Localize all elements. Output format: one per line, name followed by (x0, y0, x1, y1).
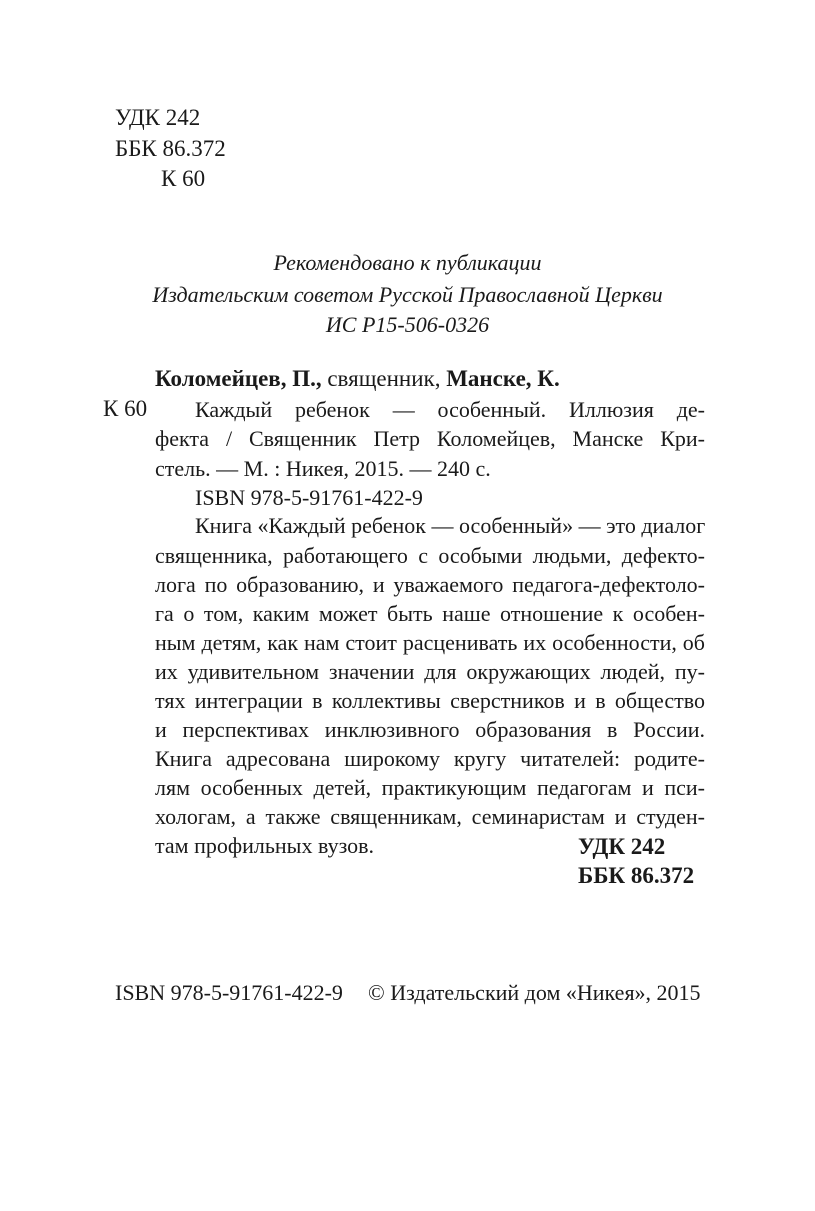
authors-line (155, 366, 560, 392)
annotation-line-7: тях интеграции в коллективы сверстников и в общество (155, 688, 705, 713)
title-line-1: Каждый ребенок — особенный. Иллюзия де- (195, 397, 705, 422)
annotation-line-5: ным детям, как нам стоит расценивать их особенности, об (155, 630, 705, 655)
author-1: Коломейцев, П., (155, 366, 322, 391)
title-line-3: стель. — М. : Никея, 2015. — 240 с. (155, 456, 491, 481)
author-mark: К 60 (103, 396, 148, 421)
annotation-line-3: лога по образованию, и уважаемого педагога-дефектоло- (155, 572, 705, 597)
udk-code-top: УДК 242 (115, 105, 201, 130)
author-1-role: священник, (327, 366, 441, 391)
annotation-line-4: га о том, каким может быть наше отношение к особен- (155, 601, 705, 626)
annotation-line-2: священника, работающего с особыми людьми, дефекто- (155, 543, 705, 568)
footer-isbn: ISBN 978-5-91761-422-9 (115, 980, 343, 1005)
record-isbn: ISBN 978-5-91761-422-9 (195, 485, 423, 510)
annotation-line-9: Книга адресована широкому кругу читателей: родите- (155, 746, 705, 771)
annotation-line-6: их удивительном значении для окружающих людей, пу- (155, 659, 705, 684)
recommendation-line-2: Издательским советом Русской Православной Церкви (152, 282, 663, 307)
footer-copyright: © Издательский дом «Никея», 2015 (368, 980, 701, 1005)
recommendation-line-1: Рекомендовано к публикации (273, 250, 542, 275)
annotation-line-12: там профильных вузов. (155, 833, 375, 858)
bbk-code-top: ББК 86.372 (115, 136, 226, 161)
title-line-2: фекта / Священник Петр Коломейцев, Манске Кри- (155, 426, 705, 451)
annotation-line-1: Книга «Каждый ребенок — особенный» — это диалог (195, 513, 706, 538)
author-2: Манске, К. (446, 366, 560, 391)
bbk-code: ББК 86.372 (578, 863, 695, 888)
annotation-line-11: хологам, а также священникам, семинаристам и студен- (155, 804, 705, 829)
annotation-line-8: и перспективах инклюзивного образования в России. (155, 717, 705, 742)
recommendation-code: ИС Р15-506-0326 (325, 312, 490, 337)
annotation-line-10: лям особенных детей, практикующим педагогам и пси- (155, 775, 705, 800)
udk-code: УДК 242 (578, 834, 666, 859)
author-mark-top: К 60 (161, 166, 206, 191)
